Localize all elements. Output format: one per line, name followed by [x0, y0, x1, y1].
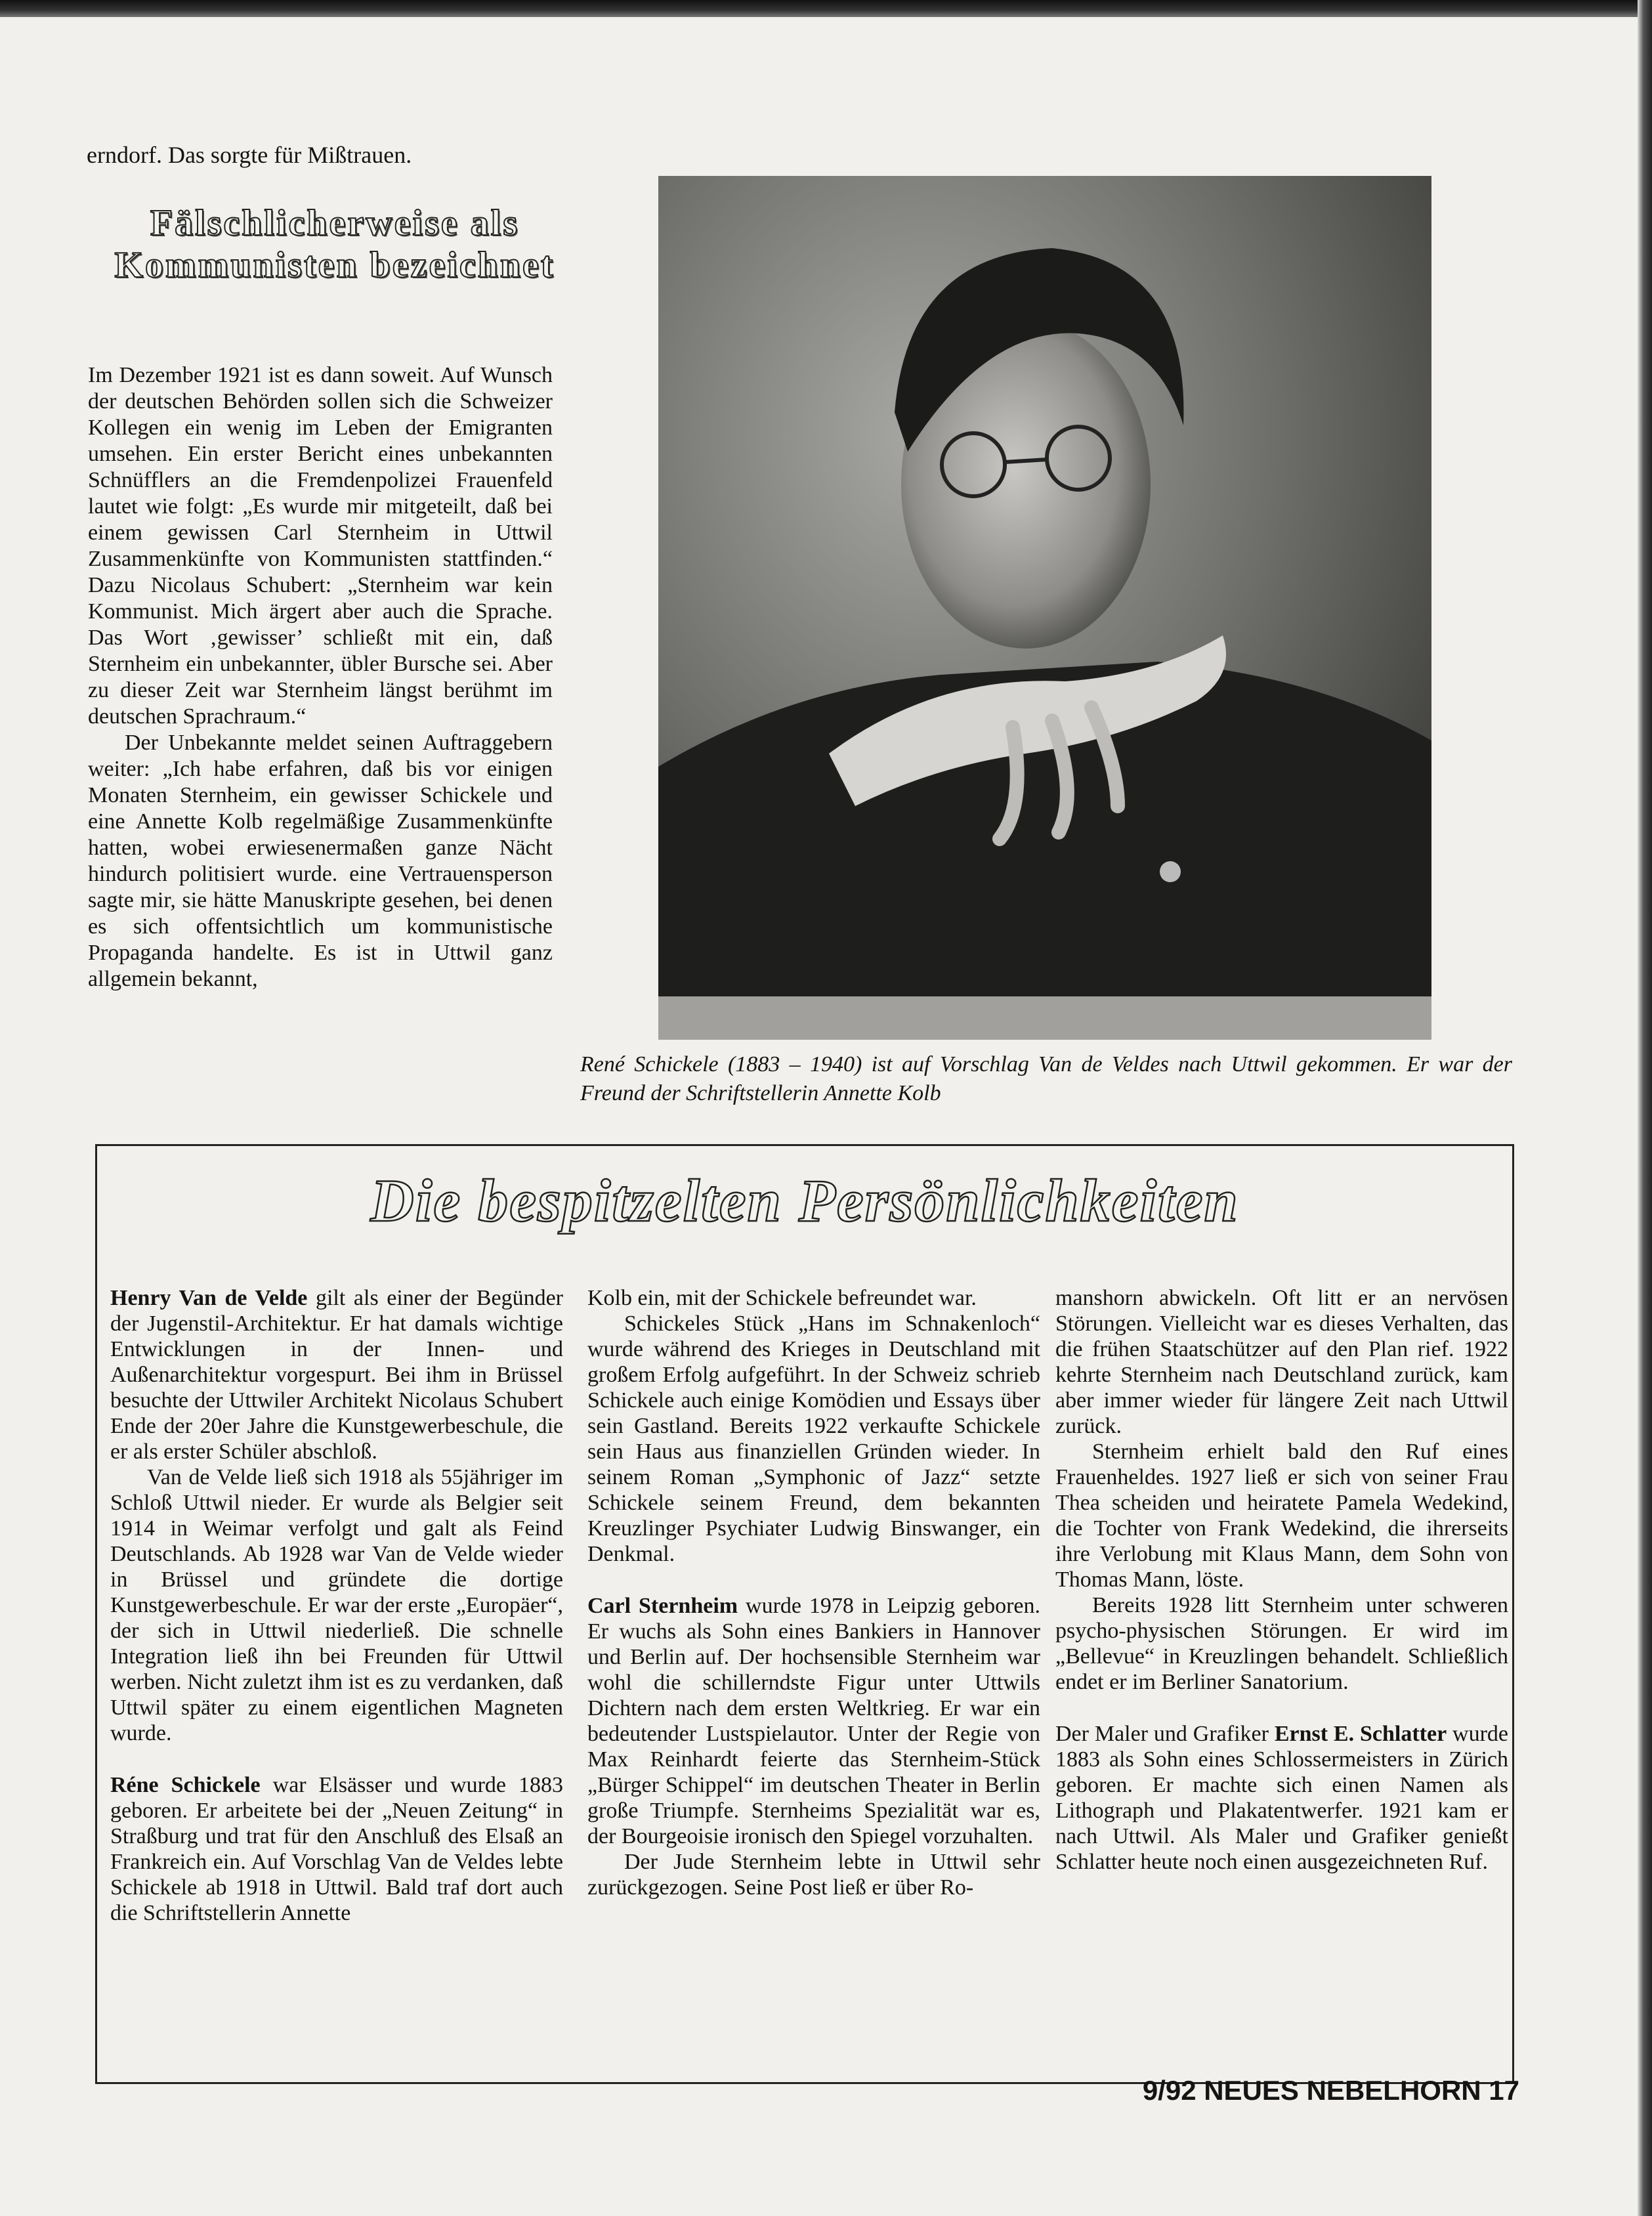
van-de-velde-paragraph-2: Van de Velde ließ sich 1918 als 55jähriger im Schloß Uttwil nieder. Er wurde als Belgier seit 1914 in Weimar verfolgt und galt als Feind Deutschlands. Ab 1928 war Van de Velde wieder in Brüssel und gründete die dortige Kunstgewerbeschule. Er war der erste „Europäer“, der sich in Uttwil niederließ. Die schnelle Integration ließ ihn bei Freunden für Uttwil werben. Nicht zuletzt ihm ist es zu verdanken, daß Uttwil später zu einem eigentlichen Magneten wurde. [110, 1465, 563, 1745]
page-footer: 9/92 NEUES NEBELHORN 17 [1142, 2075, 1519, 2106]
sternheim-paragraph [587, 1593, 1040, 1849]
photo-caption: René Schickele (1883 – 1940) ist auf Vorschlag Van de Veldes nach Uttwil gekommen. Er war der Freund der Schriftstellerin Annette Kolb [580, 1052, 1512, 1105]
paragraph-text: wurde 1978 in Leipzig geboren. Er wuchs als Sohn eines Bankiers in Hannover und Berlin auf. Der hochsensible Sternheim war wohl die schillerndste Figur unter Uttwils Dichtern nach dem ersten Weltkrieg. Er war ein bedeutender Lustspielautor. Unter der Regie von Max Reinhardt feierte das Sternheim-Stück „Bürger Schippel“ im deutschen Theater in Berlin große Triumpfe. Sternheims Spezialität war es, der Bourgeoisie ironisch den Spiegel vorzuhalten. [587, 1594, 1040, 1848]
paragraph-text: gilt als einer der Begünder der Jugenstil-Architektur. Er hat damals wichtige Entwicklungen in der Innen- und Außenarchitektur vorgespurt. Bei ihm in Brüssel besuchte der Uttwiler Architekt Nicolaus Schubert Ende der 20er Jahre die Kunstgewerbeschule, die er als erster Schüler abschloß. [110, 1286, 563, 1464]
schickele-paragraph [110, 1772, 563, 1926]
portrait-illustration [658, 176, 1431, 1040]
intro-line: erndorf. Das sorgte für Mißtrauen. [87, 142, 412, 168]
scan-right-edge [1638, 0, 1652, 2216]
box-column-3 [1055, 1285, 1508, 1875]
person-name: Ernst E. Schlatter [1274, 1722, 1447, 1746]
left-column [88, 362, 553, 992]
sternheim-paragraph-3: Sternheim erhielt bald den Ruf eines Frauenheldes. 1927 ließ er sich von seiner Frau Thea scheiden und heiratete Pamela Wedekind, die Tochter von Frank Wedekind, die ihrerseits ihre Verlobung mit Klaus Mann, dem Sohn von Thomas Mann, löste. [1055, 1439, 1508, 1592]
box-title: Die bespitzelten Persönlichkeiten [370, 1167, 1239, 1234]
scan-top-edge [0, 0, 1652, 17]
person-name: Réne Schickele [110, 1773, 261, 1797]
person-name: Henry Van de Velde [110, 1286, 308, 1310]
portrait-photo [658, 176, 1431, 1040]
paragraph-text: Der Maler und Grafiker [1055, 1722, 1275, 1746]
paragraph-text: war Elsässer und wurde 1883 geboren. Er arbeitete bei der „Neuen Zeitung“ in Straßburg und trat für den Anschluß des Elsaß an Frankreich ein. Auf Vorschlag Van de Veldes lebte Schickele ab 1918 in Uttwil. Bald traf dort auch die Schriftstellerin Annette [110, 1773, 563, 1925]
box-column-2 [587, 1285, 1040, 1900]
sternheim-paragraph-2: Der Jude Sternheim lebte in Uttwil sehr zurückgezogen. Seine Post ließ er über Ro- [587, 1850, 1040, 1900]
schickele-paragraph-cont: Kolb ein, mit der Schickele befreundet war. [587, 1286, 977, 1310]
left-paragraph-1: Im Dezember 1921 ist es dann soweit. Auf Wunsch der deutschen Behörden sollen sich die Schweizer Kollegen ein wenig im Leben der Emigranten umsehen. Ein erster Bericht eines unbekannten Schnüfflers an die Fremdenpolizei Frauenfeld lautet wie folgt: „Es wurde mir mitgeteilt, daß bei einem gewissen Carl Sternheim in Uttwil Zusammenkünfte von Kommunisten stattfinden.“ Dazu Nicolaus Schubert: „Sternheim war kein Kommunist. Mich ärgert aber auch die Sprache. Das Wort ‚gewisser’ schließt mit ein, daß Sternheim ein unbekannter, übler Bursche sei. Aber zu dieser Zeit war Sternheim längst berühmt im deutschen Sprachraum.“ [88, 363, 553, 729]
box-column-1 [110, 1285, 563, 1926]
van-de-velde-paragraph [110, 1285, 563, 1464]
schickele-paragraph-2: Schickeles Stück „Hans im Schnakenloch“ wurde während des Krieges in Deutschland mit großem Erfolg aufgeführt. In der Schweiz schrieb Schickele auch einige Komödien und Essays über sein Gastland. Bereits 1922 verkaufte Schickele sein Haus aus finanziellen Gründen wieder. In seinem Roman „Symphonic of Jazz“ setzte Schickele seinem Freund, dem bekannten Kreuzlinger Psychiater Ludwig Binswanger, ein Denkmal. [587, 1311, 1040, 1566]
sternheim-paragraph-4: Bereits 1928 litt Sternheim unter schweren psycho-physischen Störungen. Er wird im „Bellevue“ in Kreuzlingen behandelt. Schließlich endet er im Berliner Sanatorium. [1055, 1593, 1508, 1694]
paragraph-text: wurde 1883 als Sohn eines Schlossermeisters in Zürich geboren. Er machte sich einen Namen als Lithograph und Plakatentwerfer. 1921 kam er nach Uttwil. Als Maler und Grafiker genießt Schlatter heute noch einen ausgezeichneten Ruf. [1055, 1722, 1509, 1874]
sternheim-paragraph-cont: manshorn abwickeln. Oft litt er an nervösen Störungen. Vielleicht war es dieses Verhalten, das die frühen Staatschützer auf den Plan rief. 1922 kehrte Sternheim nach Deutschland zurück, kam aber immer wieder für längere Zeit nach Uttwil zurück. [1055, 1286, 1508, 1438]
schlatter-paragraph [1055, 1721, 1508, 1875]
section-heading: Fälschlicherweise als Kommunisten bezeichnet [114, 203, 555, 286]
person-name: Carl Sternheim [587, 1594, 738, 1618]
left-paragraph-2: Der Unbekannte meldet seinen Auftraggebern weiter: „Ich habe erfahren, daß bis vor einigen Monaten Sternheim, ein gewisser Schickele und eine Annette Kolb regelmäßige Zusammenkünfte hatten, wobei erwiesenermaßen ganze Nächt hindurch politisiert wurde. eine Vertrauensperson sagte mir, sie hätte Manuskripte gesehen, bei denen es sich offentsichtlich um kommunistische Propaganda handelte. Es ist in Uttwil ganz allgemein bekannt, [88, 731, 553, 991]
